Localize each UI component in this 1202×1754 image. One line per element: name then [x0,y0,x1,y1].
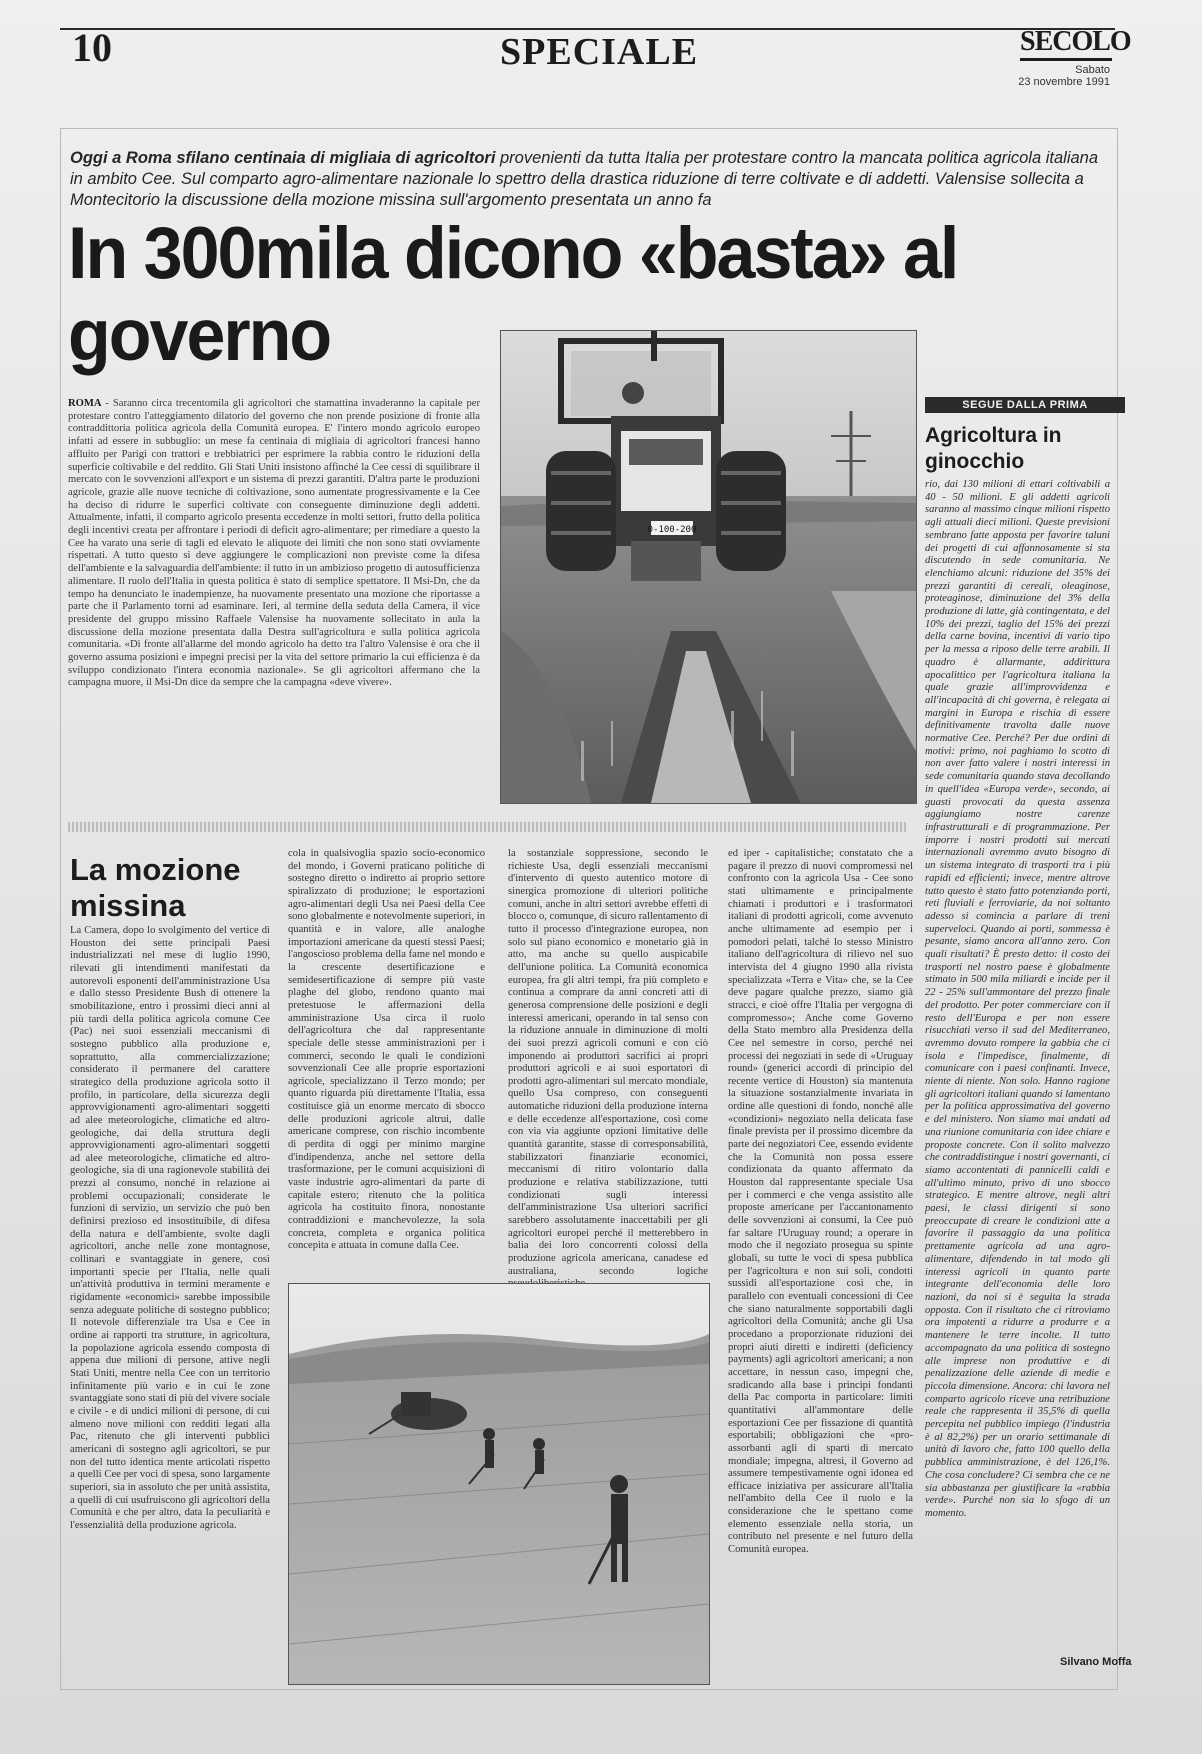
mozione-column-2: cola in qualsivoglia spazio socio-economico del mondo, i Governi praticano politiche di sostegno diretto o indiretto ai proprio settore spiralizzato di produzione; le esportazioni agro-alimentari degli Usa nei Paesi della Cee sono globalmente e notevolmente superiori, in quantità e in valore, alle analoghe importazioni americane da questi stessi Paesi; l'angoscioso problema della fame nel mondo e la crescente desertificazione e semidesertificazione di sempre più vaste plaghe del globo, rendono quanto mai pretestuose le affermazioni della amministrazione Usa circa il ruolo dell'agricoltura che dal rappresentante speciale delle stesse amministrazioni per i commerci, secondo le quali le condizioni sovvenzionali Cee alle proprie esportazioni agricole, specializzano il Terzo mondo; per quanto riguarda più direttamente l'Italia, essa costituisce già un enorme mercato di sbocco delle produzioni agricole altrui, dalle americane comprese, con rischio incombente di perdita di oggi per minimo margine d'indipendenza, anche nel settore della trasformazione, per le comuni acquisizioni di vaste industrie agro-alimentari da parte di capitale estero; ritenuto che la politica agricola ha costituito finora, nonostante contraddizioni e manchevolezze, la sola concreta, completa e organica politica concepita e attuata in comune dalla Cee. [288,848,485,1252]
section-title: SPECIALE [500,31,699,73]
tractor-photo-graphic [501,331,916,803]
masthead-logo: SECOLO [1020,26,1131,57]
mozione-title: La mozione missina [70,852,241,923]
issue-date [1005,64,1110,88]
field-workers-photo-graphic [289,1284,709,1684]
sidebar-title: Agricoltura in ginocchio [925,424,1062,473]
svg-text:0-100-200: 0-100-200 [647,525,697,535]
mozione-column-3: la sostanziale soppressione, secondo le richieste Usa, degli essenziali meccanismi d'intervento di questo autentico motore di sinergica promozione di ulteriori politiche comuni, anche in altri settori avrebbe effetti di blocco o, comunque, di sicuro rallentamento di tutto il processo d'integrazione europea, non solo sul piano economico e monetario già in atto, ma anche su quello auspicabile dell'unione politica. La Comunità economica europea, fra gli altri tempi, fra più completo e continua a comprare da anni concreti atti di generosa comprensione delle posizioni e degli interessi americani, operando in tal senso con la riduzione annuale in diminuzione di molti dei suoi prezzi agricoli comuni e con ciò imponendo ai produttori sacrifici ai propri produttori agricoli e ai suoi esportatori di prodotti agro-alimentari sul mercato mondiale, quello Usa compreso, con conseguenti automatiche riduzioni della produzione interna e delle eccedenze all'esportazione, così come con via via aggiunte opzioni limitative delle quantità garantite, stasse di corresponsabilità, stabilizzatori finanziarie economici, meccanismi di ritiro volontario dalla produzione e relativa stabilizzazione, tutti condizionati sugli interessi dell'amministrazione Usa ulteriori sacrifici sarebbero assolutamente inaccettabili per gli agricoltori europei perché il metterebbero in balìa dei loro concorrenti colossi della produzione agricola americana, canadese ed australiana, secondo logiche [508,848,708,1277]
kicker-rest: provenienti da tutta Italia per protestare contro la mancata politica agricola italiana in ambito Cee. Sul comparto agro-alimentare nazionale lo spettro della drastica riduzione di terre coltivate e di addetti. Valensise sollecita a Montecitorio la discussione della mozione missina sull'argomento presentata un anno fa [70,149,1099,209]
page-number: 10 [72,25,112,70]
masthead-underline [1020,58,1112,61]
kicker-bold: Oggi a Roma sfilano centinaia di migliaia di agricoltori [70,149,496,167]
lead-article [68,398,480,813]
headline: In 300mila dicono «basta» al governo [68,212,958,376]
section-divider [68,822,908,832]
mozione-column-4: ed iper - capitalistiche; constatato che a pagare il prezzo di nuovi compromessi nel confronto con la agricola Usa - Cee sono stati ultimamente e principalmente chiamati i produttori e i trasformatori italiani di prodotti agricoli, come avvenuto anche ultimamente ad esempio per i pomodori pelati, talché lo stesso Ministro italiano dell'agricoltura di rilievo nel suo intervista del 4 giugno 1990 alla rivista specializzata «Terra e Vita» che, se la Cee deve pagare qualche prezzo, siamo già stracci, e cioè offre l'Italia per vergogna di compromesso»; Anche come Governo della Stato membro alla Presidenza della Cee nel semestre in corso, perché nei processi dei negoziati in sede di «Uruguay round» (generici accordi di principio del recente vertice di Houston) sia mantenuta la situazione sostanzialmente invariata in ordine alle questioni di fondo, nonché alle «condizioni» negoziato nella delicata fase finale prevista per il prossimo dicembre da parte dei negoziatori Cee, essendo evidente che la Comunità non possa essere condizionata da quanto affermato da Houston dal rappresentante speciale Usa per i commerci e che venga assistito alle proposte americane per l'accantonamento delle sovvenzioni ai consumi, la Cee può far saltare l'Uruguay round; a operare in modo che il negoziato prosegua su spinte globali, su tutte le voci di spesa pubblica per l'agricoltura e non sui soli, condotti sussidi all'esportazione così che, in parallelo con eventuali concessioni di Cee che siano naturalmente sopportabili dagli agricoltori della Comunità; anche gli Usa procedano a proporzionate riduzioni dei propri aiuti diretti e indiretti (deficiency payments) agli agricoltori americani; a non accettare, in nessun caso, impegni che, sradicando alla base i principi fondanti della Pac comporta in particolare: limiti quantitativi all'ammontare delle esportazioni Cee per fissazione di quantità esportabili; obbligazioni che «pro-assorbanti agli di sparti di mercato mondiale; impegna, altresì, il Governo ad assumere tempestivamente ogni idonea ed efficace iniziativa per assicurare all'Italia nell'ambito della Cee il ruolo e la considerazione che le spettano come elemento essenziale nella storia, un contributo nel presente e nel futuro della Comunità europea. [728,848,913,1556]
kicker [70,148,1100,211]
field-workers-photo [288,1283,710,1685]
lead-text: - Saranno circa trecentomila gli agricoltori che stamattina invaderanno la capitale per protestare contro l'atteggiamento dilatorio del governo che non prende posizione di fronte alla contraddittoria politica agricola della Comunità europea. E' l'intero mondo agricolo europeo infatti ad essere in subbuglio: un mese fa centinaia di migliaia di agricoltori francesi hanno affluito per Parigi con trattori e trebbiatrici per esprimere la rabbia contro le riduzioni della superficie coltivabile e del reddito. Gli Stati Uniti insistono affinché la Cee cessi di squilibrare il mercato con le sovvenzioni all'export e un sistema di prezzi garantiti. D'altra parte le produzioni agricole, grazie alle nuove tecniche di coltivazione, sono aumentate progressivamente e la Cee ha deciso di ridurre le superfici coltivate con conseguente diminuzione degli addetti. Attualmente, infatti, il comparto agricolo presenta eccedenze in molti settori, frutto della politica degli incentivi creata per affrontare i periodi di deficit agro-alimentare; per rimediare a questo la Cee ha varato una serie di tagli ed elevato le aliquote dei limiti che non sono stati ovviamente rispettati. A tutto questo si deve aggiungere le complicazioni non previste come la difesa dell'ambiente e la salvaguardia dell'ambiente: il tutto in un ambizioso progetto di autosufficienza alimentare. Il ruolo dell'Italia in questa politica è stato di semplice spettatore. Il Msi-Dn, che da tempo ha denunciato le inadempienze, ha nuovamente presentato una mozione che riportasse a parte che il Parlamento torni ad esaminare. Ieri, al termine della seduta della Camera, il vice presidente del gruppo missino Raffaele Valensise ha nuovamente sollecitato in aula la discussione della mozione presentata dalla Destra sull'agricoltura e sulla politica agricola comunitaria. «Di fronte all'allarme del mondo agricolo ha detto tra l'altro Valensise è ora che il governo assuma posizioni e impegni precisi per la vita del settore primario la cui efficienza è da sviluppo condizionato l'intera economia nazionale». Se gli agricoltori affermano che la campagna muore, il Msi-Dn dice da sempre che la campagna «deve vivere». [68,398,480,689]
issue-full-date: 23 novembre 1991 [1018,76,1110,88]
author-signature: Silvano Moffa [1060,1656,1132,1668]
lead-dateline: ROMA [68,398,102,409]
issue-day: Sabato [1075,64,1110,76]
sidebar-tag: SEGUE DALLA PRIMA [925,397,1125,413]
tractor-photo [500,330,917,804]
mozione-column-1: La Camera, dopo lo svolgimento del vertice di Houston dei sette principali Paesi industrializzati nel mese di luglio 1990, rilevati gli intendimenti manifestati da autorevoli esponenti dell'amministrazione Usa e dallo stesso Presidente Bush di ottenere la smobilitazione, entro i prossimi dieci anni al più tardi della politica agricola comune Cee (Pac) nei suoi essenziali meccanismi di sostegno pubblico alla produzione e, soprattutto, alla commercializzazione; considerato il permanere del carattere strategico della produzione agricola sotto il profilo, in particolare, della sicurezza degli approvvigionamenti agro-alimentari soggetti ad alee meteorologiche, climatiche ed altro-geologiche, dai della struttura degli approvvigionamenti agro-alimentari soggetti ad alee meteorologiche, climatiche ed altro-geologiche, sia di una ragionevole stabilità dei prezzi al consumo, nonché in relazione ai problemi occupazionali; considerate le funzioni di servizio, un servizio che può ben definirsi prezioso ed insostituibile, di difesa della natura e dell'ambiente, svolte dagli agricoltori, anche nelle zone montagnose, collinari e svantaggiate in genere, così importanti specie per l'Italia, nelle quali un'attività produttiva in termini meramente e rigidamente «economici» sarebbe impossibile senza adeguate politiche di sostegno pubblico; Il notevole differenziale tra Usa e Cee in ordine ai rapporti tra strutture, in agricoltura, la popolazione agricola essendo composta di appena due milioni di persone, attive negli Stati Uniti, mentre nella Cee con un territorio infinitamente più vario e in cui le zone svantaggiate sono stati di più del vivere sociale e civile - e di undici milioni di persone, di cui almeno nove milioni con redditi legati alla Pac, ritenuto che gli interventi pubblici americani di sostegno agli agricoltori, se pur non del tutto identica mente articolati rispetto a quelli Cee per voci di spesa, sono largamente superiori, sia in assoluto che per unità assistita, a quelli di cui usufruiscono gli agricoltori della Comunità e che per altro, data la peculiarità e l'essenzialità della produzione agricola. [70,925,270,1531]
sidebar-text: rio, dai 130 milioni di ettari coltivabili a 40 - 50 milioni. E gli addetti agricoli saranno al massimo cinque milioni rispetto agli attuali dieci milioni. Queste previsioni sembrano fatte apposta per favorire taluni dei progetti di cui affannosamente si sta discutendo in sede comunitaria. Ne elenchiamo alcuni: riduzione del 35% dei prezzi garantiti di cereali, oleaginose, proteaginose, diminuzione del 3% della produzione di latte, già contingentata, e del 10% dei prezzi, taglio del 15% dei prezzi della carne bovina, incentivi di vario tipo per la messa a riposo delle terre arabili. Il quadro è allarmante, addirittura apocalittico per l'agricoltura italiana la quale grazie all'improvvidenza e all'incapacità di chi governa, è relegata ai margini in Europa e rischia di essere definitivamente travolta dalle nuove normative Cee. Perché? Per due ordini di motivi: primo, noi paghiamo lo scotto di non aver fatto valere i nostri interessi in sede comunitaria quando stava decollando in quell'idea «Europa verde», secondo, ai guasti provocati da questa assenza aggiungiamo nostre carenze infrastrutturali e di programmazione. Per imporre i nostri prodotti sui mercati internazionali avremmo avuto bisogno di un sistema integrato di trasporti tra i più rapidi ed efficienti; invece, mentre altrove tutto questo è stato fatto potenziando porti, reti fluviali e ferroviarie, da noi soltanto adesso si comincia a parlare di treni superveloci. Quando ai porti, sommessa è pesante, siamo ancora all'anno zero. Con quali risultati? È presto detto: il costo dei trasporti nel nostro paese è globalmente stimato in 500 mila miliardi e incide per il 22 - 25% sull'ammontare del prezzo finale del prodotto. Per poter commerciare con il resto dell'Europa e per non essere risucchiati verso il sud del Mediterraneo, avremmo dovuto rompere la gabbia che ci isola e l'impedisce, finalmente, di comunicare con i paesi confinanti. Invece, niente di niente. Non solo. Hanno ragione gli agricoltori italiani quando si lamentano per la politica approssimativa del governo e del ministero. Non siamo mai andati ad una riunione comunitaria con idee chiare e proposte concrete. Con il solito malvezzo che contraddistingue i nostri governanti, ci siamo accontentati di pannicelli caldi e all'ultimo minuto, privo di uno sbocco strategico. E mentre altrove, negli altri paesi, le classi dirigenti si sono preoccupate di creare le condizioni atte a favorire il passaggio da una politica prettamente agricola ad una agro-alimentare, difendendo in tal modo gli interessi agricoli in quanto parte integrante dell'economia delle loro nazioni, da noi si è seguita la strada opposta. Con il risultato che ci ritroviamo ora impotenti a ridurre a produrre e a mantenere le terre incolte. Il tutto accompagnato da una politica di sostegno alle imprese non produttive e di penalizzazione delle aziende di medie e piccola dimensione. Ancora: chi lavora nel comparto agricolo riceve una retribuzione reale che rappresenta il 35,5% di quella percepita nel pubblico impiego (l'industria è al 82,2%) per un orario settimanale di unità di lavoro che, fatto 100 quello della pubblica amministrazione, è del 126,1%. Che cosa concludere? Ci sembra che ce ne sia abbastanza per giustificare la «rabbia verde». Purché non sia lo sfogo di un momento. [925,479,1110,1519]
